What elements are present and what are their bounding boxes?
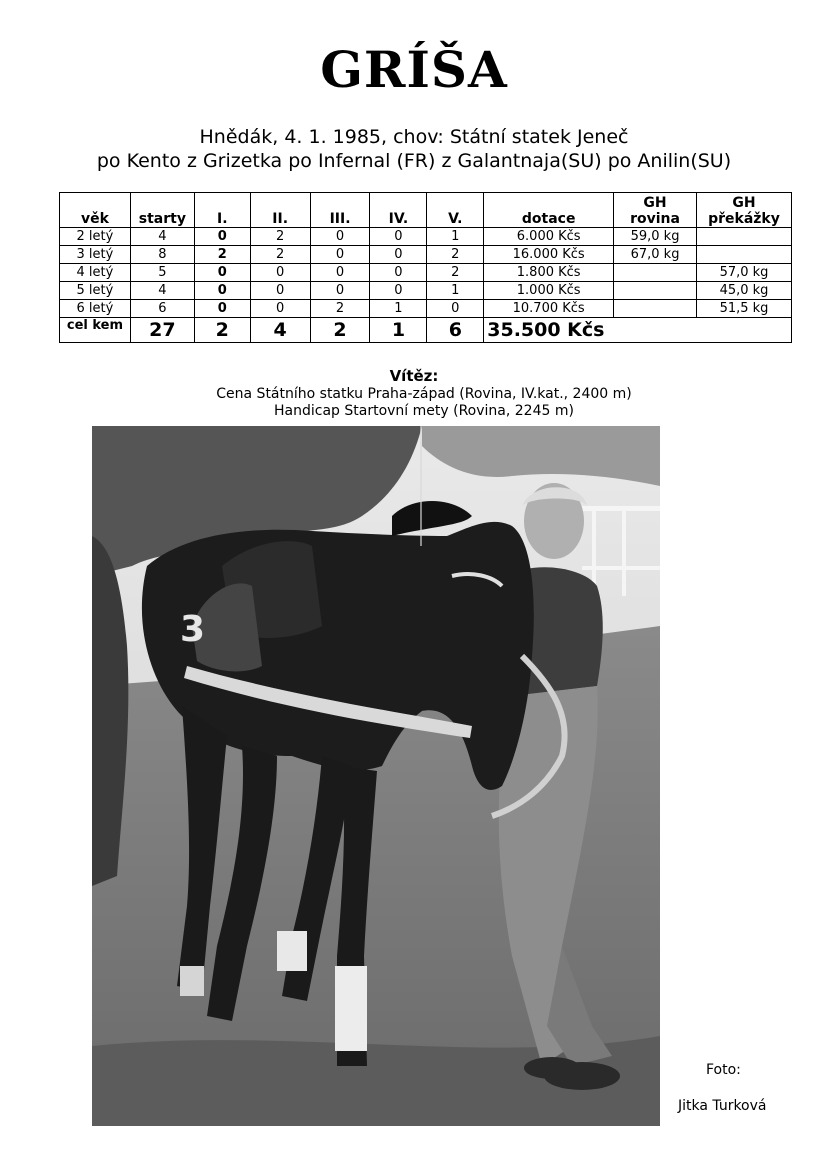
pedigree-line: po Kento z Grizetka po Infernal (FR) z Galantnaja(SU) po Anilin(SU) (96, 150, 732, 172)
cell-starts: 6 (130, 300, 194, 318)
cell-fourth: 0 (370, 246, 427, 264)
cell-fourth: 0 (370, 264, 427, 282)
race-win: Cena Státního statku Praha-západ (Rovina, IV.kat., 2400 m) (216, 386, 632, 402)
cell-gh-flat: 67,0 kg (614, 246, 697, 264)
table-row (60, 300, 792, 318)
cell-gh-flat (614, 264, 697, 282)
cell-fourth: 0 (370, 228, 427, 246)
cell-second: 0 (250, 264, 310, 282)
cell-third: 0 (310, 228, 370, 246)
cell-starts: 5 (130, 264, 194, 282)
cell-wins: 0 (194, 264, 250, 282)
cell-gh-flat (614, 282, 697, 300)
col-header-2nd: II. (250, 193, 310, 228)
cell-total-fourth: 1 (370, 318, 427, 343)
col-header-1st: I. (194, 193, 250, 228)
cell-total-empty (696, 318, 791, 343)
cell-third: 0 (310, 264, 370, 282)
cell-third: 0 (310, 282, 370, 300)
cell-starts: 4 (130, 228, 194, 246)
cell-second: 2 (250, 228, 310, 246)
cell-prize: 1.000 Kčs (484, 282, 614, 300)
cell-wins: 0 (194, 228, 250, 246)
col-header-gh-flat: GH rovina (614, 193, 697, 228)
table-row (60, 282, 792, 300)
cell-fifth: 0 (427, 300, 484, 318)
table-row (60, 264, 792, 282)
cell-wins: 0 (194, 300, 250, 318)
cell-wins: 0 (194, 282, 250, 300)
horse-info-line: Hnědák, 4. 1. 1985, chov: Státní statek Jeneč (199, 126, 629, 148)
cell-total-empty (614, 318, 697, 343)
table-header-row (60, 193, 792, 228)
cell-prize: 1.800 Kčs (484, 264, 614, 282)
cell-total-second: 4 (250, 318, 310, 343)
svg-text:3: 3 (180, 609, 206, 650)
cell-total-wins: 2 (194, 318, 250, 343)
col-header-starts: starty (130, 193, 194, 228)
col-header-3rd: III. (310, 193, 370, 228)
cell-gh-flat (614, 300, 697, 318)
col-header-4th: IV. (370, 193, 427, 228)
cell-age: 2 letý (60, 228, 131, 246)
cell-total-label: cel kem (60, 318, 131, 343)
col-header-prize: dotace (484, 193, 614, 228)
cell-age: 6 letý (60, 300, 131, 318)
table-row (60, 246, 792, 264)
cell-gh-jumps: 45,0 kg (696, 282, 791, 300)
page-title: GRÍŠA (320, 40, 508, 99)
cell-fourth: 1 (370, 300, 427, 318)
cell-prize: 16.000 Kčs (484, 246, 614, 264)
cell-wins: 2 (194, 246, 250, 264)
cell-third: 2 (310, 300, 370, 318)
cell-gh-jumps (696, 246, 791, 264)
cell-starts: 4 (130, 282, 194, 300)
photo-label: Foto: (706, 1062, 741, 1078)
cell-prize: 6.000 Kčs (484, 228, 614, 246)
cell-age: 3 letý (60, 246, 131, 264)
cell-gh-jumps: 51,5 kg (696, 300, 791, 318)
cell-second: 0 (250, 282, 310, 300)
race-win: Handicap Startovní mety (Rovina, 2245 m) (274, 403, 574, 419)
table-total-row (60, 318, 792, 343)
cell-gh-jumps (696, 228, 791, 246)
cell-fifth: 1 (427, 282, 484, 300)
cell-fourth: 0 (370, 282, 427, 300)
cell-second: 2 (250, 246, 310, 264)
winner-heading: Vítěz: (389, 367, 439, 385)
horse-photo (92, 426, 660, 1126)
cell-age: 5 letý (60, 282, 131, 300)
cell-starts: 8 (130, 246, 194, 264)
table-row (60, 228, 792, 246)
cell-age: 4 letý (60, 264, 131, 282)
cell-gh-flat: 59,0 kg (614, 228, 697, 246)
cell-third: 0 (310, 246, 370, 264)
cell-gh-jumps: 57,0 kg (696, 264, 791, 282)
col-header-gh-jumps: GH překážky (696, 193, 791, 228)
race-stats-table (59, 192, 792, 343)
cell-fifth: 2 (427, 246, 484, 264)
col-header-5th: V. (427, 193, 484, 228)
cell-fifth: 2 (427, 264, 484, 282)
photo-author: Jitka Turková (678, 1098, 767, 1114)
cell-total-fifth: 6 (427, 318, 484, 343)
cell-fifth: 1 (427, 228, 484, 246)
cell-prize: 10.700 Kčs (484, 300, 614, 318)
col-header-age: věk (60, 193, 131, 228)
cell-total-third: 2 (310, 318, 370, 343)
cell-total-starts: 27 (130, 318, 194, 343)
cell-second: 0 (250, 300, 310, 318)
cell-total-prize: 35.500 Kčs (484, 318, 614, 343)
